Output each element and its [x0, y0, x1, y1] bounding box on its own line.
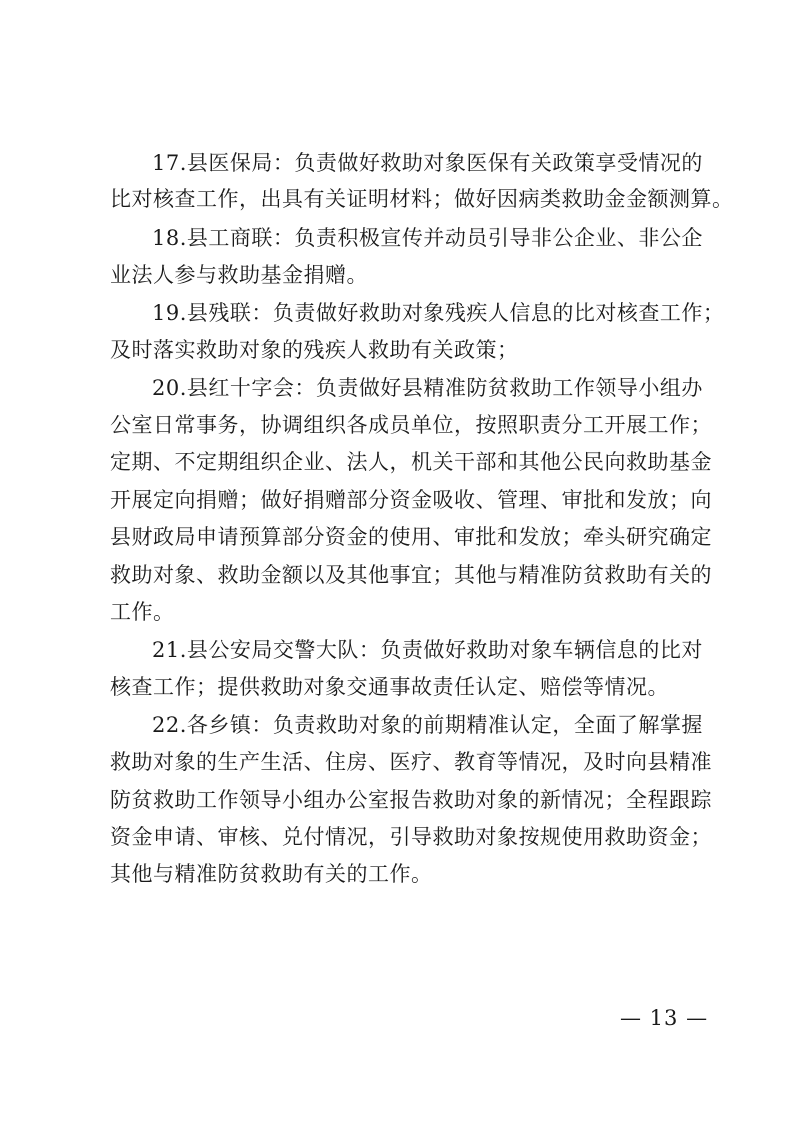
paragraph-20-line-3: 定期、不定期组织企业、法人，机关干部和其他公民向救助基金 [110, 450, 712, 474]
paragraph-21-line-1: 21.县公安局交警大队：负责做好救助对象车辆信息的比对 [152, 638, 703, 662]
paragraph-22-line-4: 资金申请、审核、兑付情况，引导救助对象按规使用救助资金； [110, 825, 712, 849]
paragraph-20-line-5: 县财政局申请预算部分资金的使用、审批和发放；牵头研究确定 [110, 525, 712, 549]
paragraph-18-line-1: 18.县工商联：负责积极宣传并动员引导非公企业、非公企 [152, 226, 703, 250]
paragraph-20-line-2: 公室日常事务，协调组织各成员单位，按照职责分工开展工作； [110, 413, 712, 437]
paragraph-20-line-1: 20.县红十字会：负责做好县精准防贫救助工作领导小组办 [152, 376, 703, 400]
paragraph-22-line-5: 其他与精准防贫救助有关的工作。 [110, 862, 433, 886]
paragraph-17-line-1: 17.县医保局：负责做好救助对象医保有关政策享受情况的 [152, 151, 703, 175]
paragraph-19-line-1: 19.县残联：负责做好救助对象残疾人信息的比对核查工作； [152, 301, 725, 325]
paragraph-17-line-2: 比对核查工作，出具有关证明材料；做好因病类救助金金额测算。 [110, 187, 734, 211]
paragraph-19-line-2: 及时落实救助对象的残疾人救助有关政策； [110, 338, 519, 362]
paragraph-22-line-2: 救助对象的生产生活、住房、医疗、教育等情况，及时向县精准 [110, 750, 712, 774]
paragraph-21-line-2: 核查工作；提供救助对象交通事故责任认定、赔偿等情况。 [110, 675, 669, 699]
paragraph-22-line-3: 防贫救助工作领导小组办公室报告救助对象的新情况；全程跟踪 [110, 788, 712, 812]
paragraph-22-line-1: 22.各乡镇：负责救助对象的前期精准认定，全面了解掌握 [152, 713, 703, 737]
paragraph-20-line-7: 工作。 [110, 600, 175, 624]
page-number: — 13 — [620, 1006, 709, 1030]
paragraph-18-line-2: 业法人参与救助基金捐赠。 [110, 263, 368, 287]
paragraph-20-line-6: 救助对象、救助金额以及其他事宜；其他与精准防贫救助有关的 [110, 563, 712, 587]
paragraph-20-line-4: 开展定向捐赠；做好捐赠部分资金吸收、管理、审批和发放；向 [110, 488, 712, 512]
